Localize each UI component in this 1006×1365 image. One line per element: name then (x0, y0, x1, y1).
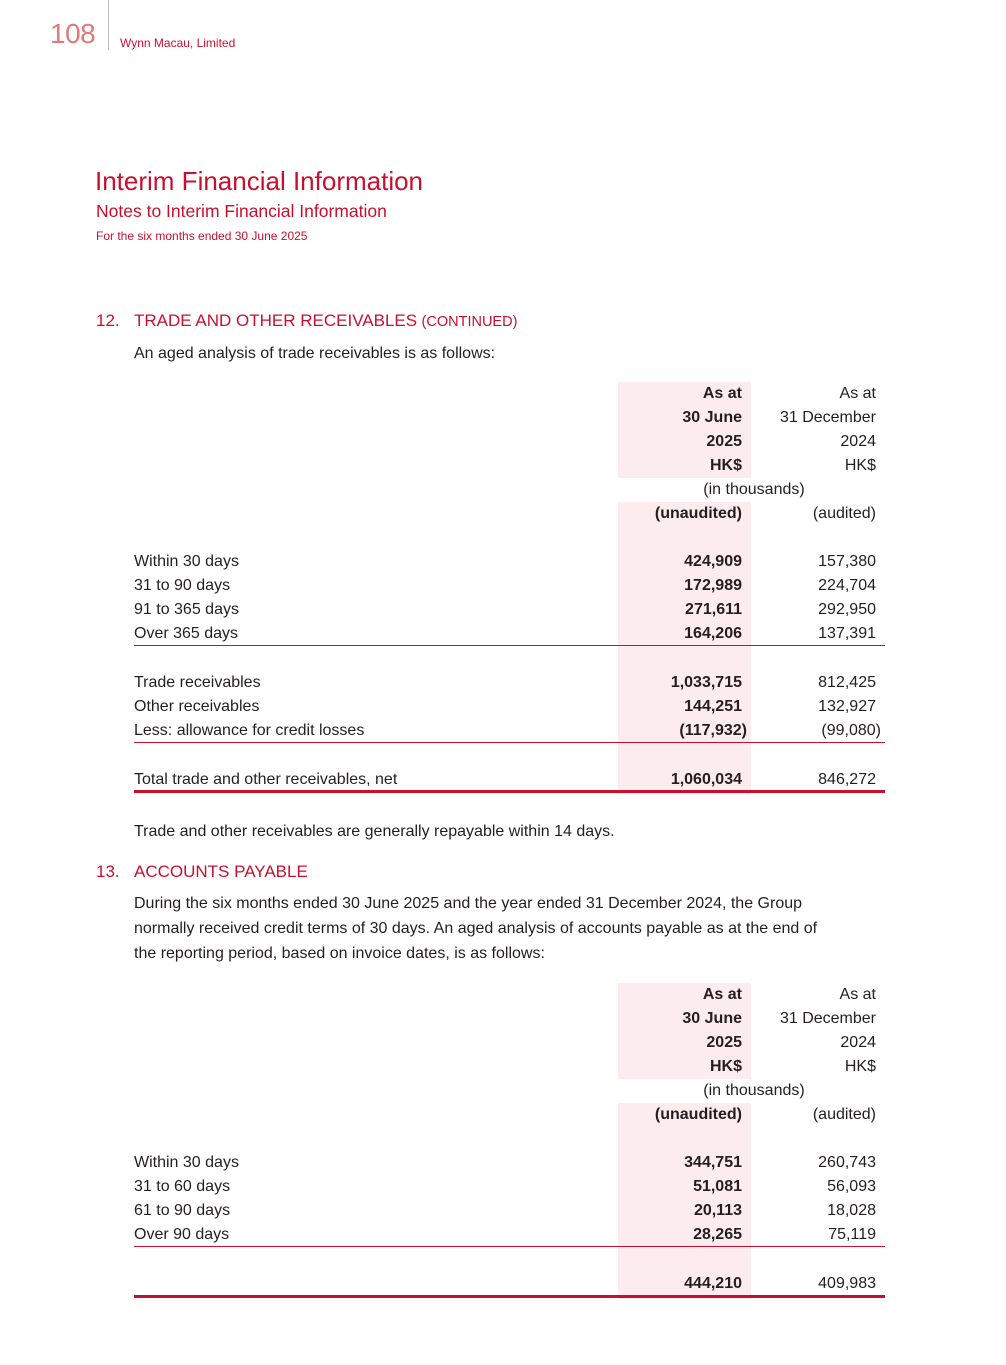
col1-header: HK$ (709, 457, 742, 474)
table-row (134, 598, 885, 622)
header-row (134, 454, 885, 478)
status-row (134, 502, 885, 526)
subtotal-rule (134, 742, 885, 743)
row-label: Over 365 days (134, 625, 239, 642)
col2-header: As at (839, 986, 876, 1003)
value-2024: 812,425 (818, 674, 876, 691)
note-12-title: TRADE AND OTHER RECEIVABLES (134, 311, 418, 330)
page-number: 108 (50, 18, 96, 49)
page-subtitle: Notes to Interim Financial Information (96, 201, 387, 221)
note-12-suffix: (CONTINUED) (421, 314, 518, 330)
note-12-footnote: Trade and other receivables are generally repayable within 14 days. (134, 823, 615, 840)
receivables-table (134, 382, 885, 794)
value-2024: 292,950 (818, 601, 876, 618)
value-2024: (99,080) (821, 722, 881, 739)
col1-header: 30 June (682, 409, 742, 426)
col1-header: 30 June (682, 1010, 742, 1027)
header-row (134, 983, 885, 1007)
header-row (134, 1007, 885, 1031)
value-2025: 271,611 (685, 601, 742, 618)
total-row (134, 768, 885, 792)
page-title: Interim Financial Information (95, 166, 424, 196)
value-2024: 224,704 (818, 577, 876, 594)
table-row (134, 695, 885, 719)
value-2025: 1,033,715 (670, 674, 742, 691)
table-row (134, 550, 885, 574)
table-row (134, 1175, 885, 1199)
value-2024: 56,093 (827, 1178, 876, 1195)
col1-header: As at (702, 385, 742, 402)
row-label: Within 30 days (134, 1154, 239, 1171)
col1-header: As at (702, 986, 742, 1003)
row-label: Within 30 days (134, 553, 239, 570)
col1-header: 2025 (706, 433, 742, 450)
note-13-paragraph (134, 891, 885, 966)
subtotal-rule (134, 1246, 885, 1247)
col2-header: As at (839, 385, 876, 402)
period-caption: For the six months ended 30 June 2025 (96, 229, 308, 243)
row-label: 31 to 90 days (134, 577, 231, 594)
value-2024: 18,028 (827, 1202, 876, 1219)
table-row (134, 574, 885, 598)
total-rule (134, 790, 885, 793)
value-2025: 20,113 (693, 1202, 742, 1219)
col1-header: HK$ (709, 1058, 742, 1075)
row-label: Other receivables (134, 698, 260, 715)
header-row (134, 406, 885, 430)
value-2025: 144,251 (684, 698, 742, 715)
payables-table (134, 983, 885, 1299)
col2-status: (audited) (812, 1106, 876, 1123)
value-2024: 75,119 (828, 1226, 876, 1243)
note-12-heading (134, 311, 517, 331)
table-row (134, 1223, 885, 1247)
value-2025: 164,206 (684, 625, 742, 642)
header-row (134, 1055, 885, 1079)
units-label: (in thousands) (703, 1082, 805, 1099)
header-divider (108, 0, 109, 50)
note-13-number: 13. (96, 862, 120, 881)
table-row (134, 671, 885, 695)
row-label: Total trade and other receivables, net (134, 771, 398, 788)
value-2025: (117,932) (679, 722, 747, 739)
row-label: Trade receivables (134, 674, 261, 691)
subtotal-rule (134, 645, 885, 646)
col1-status: (unaudited) (654, 505, 742, 522)
value-2025: 444,210 (684, 1275, 742, 1292)
value-2025: 51,081 (693, 1178, 742, 1195)
header-row (134, 382, 885, 406)
col2-header: 31 December (779, 1010, 876, 1027)
value-2024: 846,272 (818, 771, 876, 788)
col2-header: HK$ (844, 457, 876, 474)
note-12-number: 12. (96, 311, 120, 330)
table-row (134, 1199, 885, 1223)
header-row (134, 1031, 885, 1055)
units-label: (in thousands) (703, 481, 805, 498)
value-2025: 1,060,034 (670, 771, 742, 788)
value-2024: 137,391 (818, 625, 876, 642)
table-row (134, 1151, 885, 1175)
table-row (134, 622, 885, 646)
row-label: 91 to 365 days (134, 601, 239, 618)
value-2024: 132,927 (818, 698, 876, 715)
col2-header: 2024 (840, 433, 876, 450)
table-row (134, 719, 885, 743)
paragraph-line: During the six months ended 30 June 2025 and the year ended 31 December 2024, the Group (134, 895, 803, 912)
value-2024: 409,983 (818, 1275, 876, 1292)
value-2025: 28,265 (693, 1226, 742, 1243)
header-row (134, 430, 885, 454)
status-row (134, 1103, 885, 1127)
value-2024: 157,380 (818, 553, 876, 570)
paragraph-line: the reporting period, based on invoice dates, is as follows: (134, 945, 545, 962)
row-label: 61 to 90 days (134, 1202, 231, 1219)
col2-header: 2024 (840, 1034, 876, 1051)
company-name: Wynn Macau, Limited (120, 36, 236, 50)
col2-status: (audited) (812, 505, 876, 522)
value-2024: 260,743 (818, 1154, 876, 1171)
col2-header: 31 December (779, 409, 876, 426)
col1-header: 2025 (706, 1034, 742, 1051)
value-2025: 172,989 (684, 577, 742, 594)
row-label: 31 to 60 days (134, 1178, 231, 1195)
value-2025: 424,909 (684, 553, 742, 570)
col1-status: (unaudited) (654, 1106, 742, 1123)
col2-header: HK$ (844, 1058, 876, 1075)
paragraph-line: normally received credit terms of 30 days. An aged analysis of accounts payable as at the end of (134, 920, 818, 937)
note-12-intro: An aged analysis of trade receivables is as follows: (134, 345, 496, 362)
total-rule (134, 1295, 885, 1298)
row-label: Over 90 days (134, 1226, 230, 1243)
value-2025: 344,751 (684, 1154, 742, 1171)
total-row (134, 1272, 885, 1296)
current-period-shade-body (618, 502, 751, 794)
note-13-title: ACCOUNTS PAYABLE (134, 862, 308, 881)
row-label: Less: allowance for credit losses (134, 722, 365, 739)
